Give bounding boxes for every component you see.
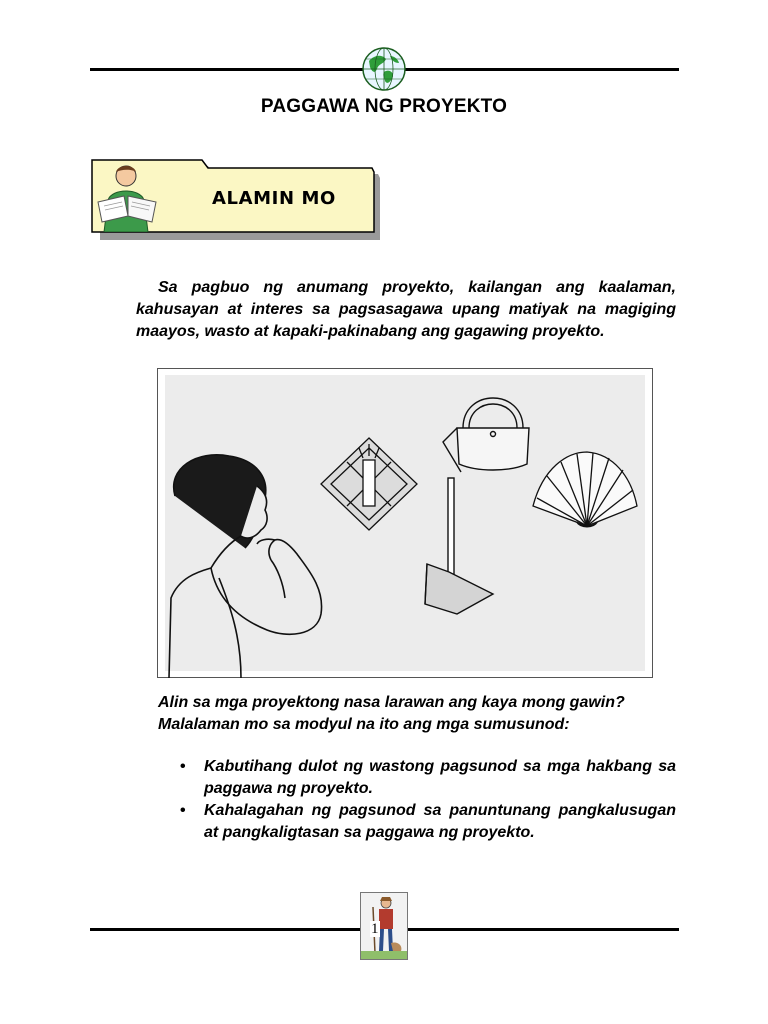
bullet-icon: •	[180, 758, 186, 775]
page-number: 1	[371, 921, 379, 937]
intro-paragraph: Sa pagbuo ng anumang proyekto, kailangan ang kaalaman, kahusayan at interes sa pagsasagawa upang matiyak na magiging maayos, wasto at kapaki-pakinabang ang gagawing proyekto.	[136, 279, 676, 340]
globe-icon	[360, 45, 408, 93]
learning-objectives-list	[176, 756, 676, 844]
list-item-text: Kahalagahan ng pagsunod sa panuntunang pangkalusugan at pangkaligtasan sa paggawa ng proyekto.	[204, 802, 676, 841]
reading-man-icon	[94, 160, 160, 232]
footer-badge	[360, 892, 408, 960]
page-title: PAGGAWA NG PROYEKTO	[260, 96, 508, 117]
section-banner	[88, 156, 388, 242]
bullet-icon: •	[180, 802, 186, 819]
question-text: Alin sa mga proyektong nasa larawan ang kaya mong gawin? Malalaman mo sa modyul na ito ang mga sumusunod:	[158, 694, 625, 733]
list-item	[176, 756, 676, 800]
banner-label: ALAMIN MO	[212, 188, 336, 209]
list-item	[176, 800, 676, 844]
project-illustration	[157, 368, 653, 678]
farmer-icon	[361, 893, 407, 959]
list-item-text: Kabutihang dulot ng wastong pagsunod sa mga hakbang sa paggawa ng proyekto.	[204, 758, 676, 797]
